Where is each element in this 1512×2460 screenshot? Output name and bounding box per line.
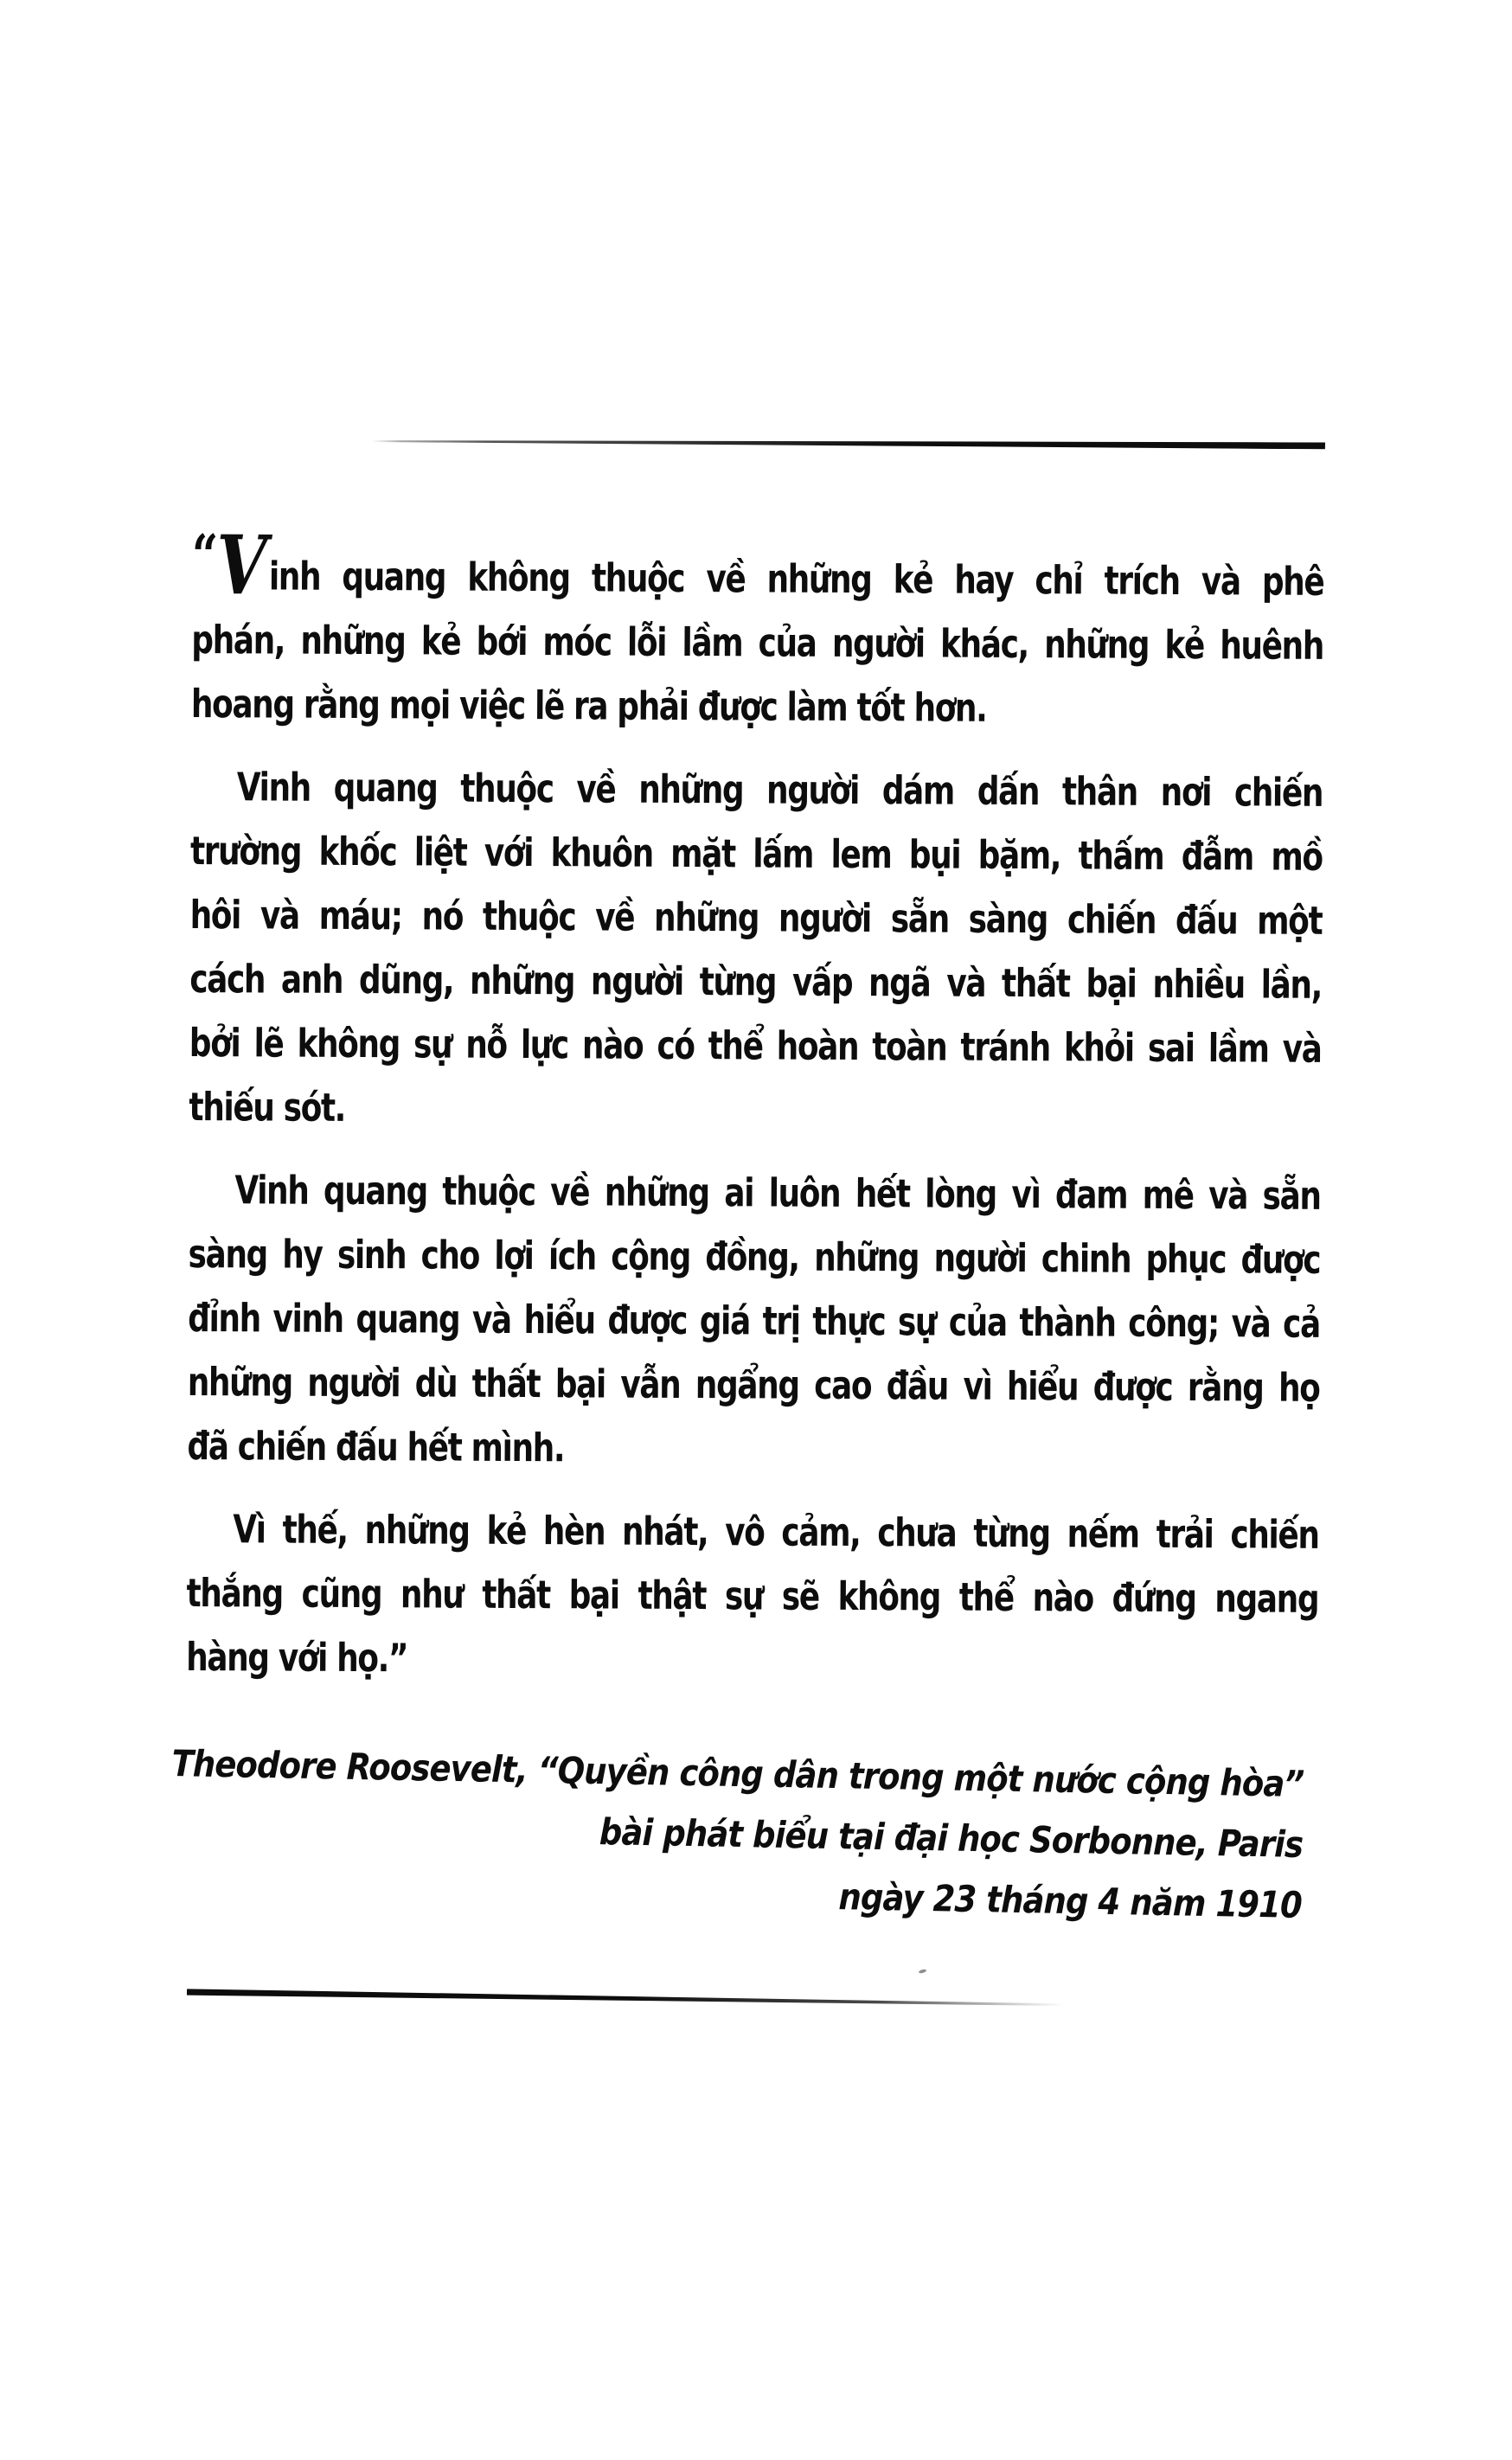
paragraph-1 xyxy=(190,518,1324,742)
attribution-block xyxy=(159,1733,1304,1936)
quote-body xyxy=(186,518,1324,1695)
paragraph-2 xyxy=(189,755,1323,1145)
text-line: hoang rằng mọi việc lẽ ra phải được làm tốt hơn. xyxy=(190,680,987,731)
paragraph-3 xyxy=(187,1158,1321,1484)
text-line: hôi và máu; nó thuộc về những người sẵn sàng chiến đấu một xyxy=(189,891,1323,944)
text-line: Vinh quang thuộc về những ai luôn hết lòng vì đam mê và sẵn xyxy=(234,1167,1321,1219)
text-line: Vinh quang thuộc về những người dám dấn thân nơi chiến xyxy=(236,764,1323,816)
opening-quote-mark: “ xyxy=(191,522,212,590)
text-line: phán, những kẻ bới móc lỗi lầm của người khác, những kẻ huênh xyxy=(191,616,1324,669)
attribution-line: Theodore Roosevelt, “Quyền công dân trong một nước cộng hòa” xyxy=(171,1742,1304,1805)
text-line: đã chiến đấu hết mình. xyxy=(187,1422,565,1471)
attribution-line: bài phát biểu tại đại học Sorbonne, Paris xyxy=(599,1810,1304,1866)
text-line: những người dù thất bại vẫn ngẩng cao đầu vì hiểu được rằng họ xyxy=(187,1358,1320,1411)
text-line xyxy=(191,518,1324,614)
text-line: sàng hy sinh cho lợi ích cộng đồng, những người chinh phục được xyxy=(188,1230,1321,1283)
line-text: inh quang không thuộc về những kẻ hay chỉ trích và phê xyxy=(268,553,1324,605)
text-line: bởi lẽ không sự nỗ lực nào có thể hoàn toàn tránh khỏi sai lầm và xyxy=(189,1019,1322,1072)
drop-cap-letter: V xyxy=(216,518,266,614)
paragraph-4 xyxy=(186,1497,1319,1695)
top-divider-rule xyxy=(372,438,1325,449)
text-line: đỉnh vinh quang và hiểu được giá trị thực sự của thành công; và cả xyxy=(188,1294,1321,1347)
text-line: trường khốc liệt với khuôn mặt lấm lem bụi bặm, thấm đẫm mồ xyxy=(189,827,1323,880)
text-line: thiếu sót. xyxy=(189,1083,346,1131)
attribution-line: ngày 23 tháng 4 năm 1910 xyxy=(838,1875,1303,1926)
ink-speck xyxy=(919,1969,927,1974)
bottom-divider-rule xyxy=(187,1989,1073,2008)
text-line: hàng với họ.” xyxy=(186,1633,408,1682)
text-line: thắng cũng như thất bại thật sự sẽ không thể nào đứng ngang xyxy=(186,1569,1319,1622)
text-line: cách anh dũng, những người từng vấp ngã và thất bại nhiều lần, xyxy=(189,955,1323,1008)
text-line: Vì thế, những kẻ hèn nhát, vô cảm, chưa từng nếm trải chiến xyxy=(233,1506,1319,1558)
